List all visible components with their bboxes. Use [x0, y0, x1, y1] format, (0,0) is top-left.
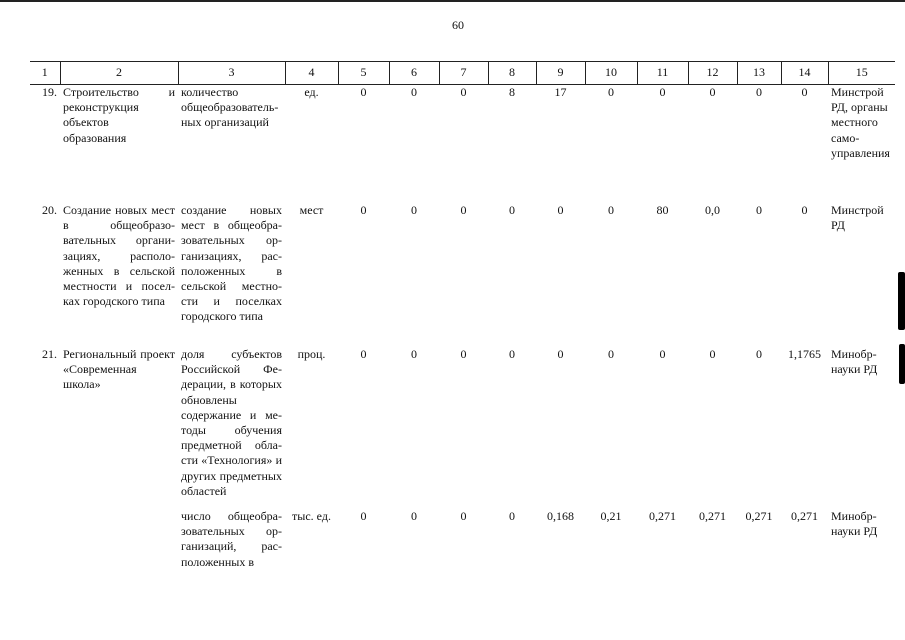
- value-cell: 0: [709, 347, 716, 361]
- value-cell: 0: [709, 85, 716, 99]
- table-row: [30, 85, 895, 204]
- value-cell: 0: [557, 203, 564, 217]
- responsible: Минстрой РД: [831, 203, 884, 233]
- value-cell: 1,1765: [788, 347, 821, 361]
- measures-table: [30, 61, 895, 575]
- unit: тыс. ед.: [292, 509, 331, 523]
- value-cell: 0: [608, 347, 614, 361]
- value-cell: 0: [411, 509, 417, 523]
- row-number: 19.: [42, 85, 57, 99]
- indicator-name: создание новых мест в общеобразовательных организациях, расположенных в сельской местности и поселках городского типа: [181, 203, 282, 324]
- table-row: [30, 203, 895, 347]
- table-row: [30, 509, 895, 575]
- column-header: 1: [30, 62, 60, 85]
- column-header: 5: [338, 62, 389, 85]
- measure-name: Создание новых мест в общеобразовательных организациях, расположенных в сельской местности и поселках городского типа: [63, 203, 175, 309]
- value-cell: 0: [411, 85, 417, 99]
- column-header: 11: [637, 62, 688, 85]
- scan-binding-mark-top: [898, 272, 905, 330]
- row-number: 20.: [42, 203, 57, 217]
- column-header: 10: [585, 62, 637, 85]
- value-cell: 0: [360, 509, 367, 523]
- row-number: [30, 509, 60, 575]
- value-cell: 0,21: [600, 509, 622, 523]
- column-header: 13: [737, 62, 781, 85]
- measure-name: Строительство и реконструкция объектов образования: [63, 85, 175, 145]
- column-header: 6: [389, 62, 439, 85]
- value-cell: 0,168: [547, 509, 574, 523]
- value-cell: 0: [756, 203, 762, 217]
- value-cell: 0: [801, 85, 808, 99]
- value-cell: 0,271: [745, 509, 773, 523]
- column-header: 8: [488, 62, 536, 85]
- row-number: 21.: [42, 347, 57, 361]
- value-cell: 0: [756, 347, 762, 361]
- indicator-name: количество общеобразовательных организаций: [181, 85, 279, 130]
- value-cell: 0,271: [791, 509, 818, 523]
- measure-name: [60, 509, 178, 575]
- column-header: 7: [439, 62, 488, 85]
- column-header: 9: [536, 62, 585, 85]
- value-cell: 0: [509, 509, 515, 523]
- page-number: 60: [452, 18, 464, 32]
- value-cell: 0: [659, 347, 666, 361]
- responsible: Минобрнауки РД: [831, 509, 878, 539]
- value-cell: 0: [756, 85, 762, 99]
- unit: мест: [299, 203, 324, 217]
- value-cell: 0: [360, 85, 367, 99]
- value-cell: 0: [509, 347, 515, 361]
- value-cell: 0: [460, 347, 467, 361]
- scan-binding-mark-bottom: [899, 344, 905, 384]
- value-cell: 17: [554, 85, 567, 99]
- column-header: 14: [781, 62, 828, 85]
- value-cell: 0: [411, 203, 417, 217]
- value-cell: 80: [656, 203, 669, 217]
- value-cell: 0,0: [705, 203, 720, 217]
- column-header: 15: [828, 62, 895, 85]
- column-header: 2: [60, 62, 178, 85]
- value-cell: 0: [608, 203, 614, 217]
- responsible: Минобрнауки РД: [831, 347, 878, 377]
- measure-name: Региональный проект «Современная школа»: [63, 347, 175, 392]
- value-cell: 0: [411, 347, 417, 361]
- value-cell: 0: [360, 203, 367, 217]
- responsible: Минстрой РД, органы местного самоуправления: [831, 85, 890, 160]
- column-header: 4: [285, 62, 338, 85]
- unit: ед.: [304, 85, 319, 99]
- column-header: 12: [688, 62, 737, 85]
- value-cell: 0: [557, 347, 564, 361]
- value-cell: 0,271: [649, 509, 676, 523]
- value-cell: 0: [608, 85, 614, 99]
- unit: проц.: [297, 347, 326, 361]
- value-cell: 0: [801, 203, 808, 217]
- header-row: [30, 62, 895, 85]
- value-cell: 0: [460, 85, 467, 99]
- table-row: [30, 347, 895, 509]
- page-top-border: [0, 0, 905, 2]
- value-cell: 0: [360, 347, 367, 361]
- column-header: 3: [178, 62, 285, 85]
- value-cell: 0: [460, 509, 467, 523]
- value-cell: 0: [509, 203, 515, 217]
- value-cell: 0,271: [699, 509, 726, 523]
- value-cell: 8: [509, 85, 515, 99]
- indicator-name: доля субъектов Российской Федерации, в которых обновлены содержание и методы обучения предметной области «Технология» и других предметных областей: [181, 347, 282, 498]
- indicator-name: число общеобразовательных организаций, расположенных в: [181, 509, 282, 569]
- value-cell: 0: [659, 85, 666, 99]
- value-cell: 0: [460, 203, 467, 217]
